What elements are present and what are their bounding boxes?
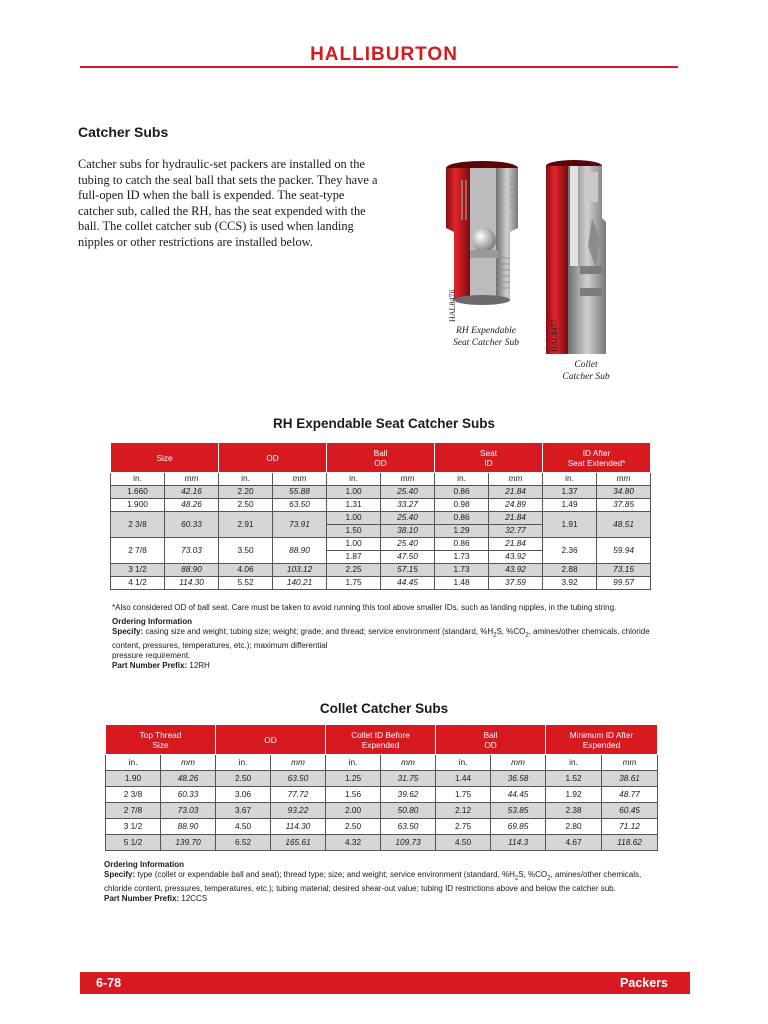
rh-footnote: *Also considered OD of ball seat. Care must be taken to avoid running this tool above smaller IDs, such as landing nipples, in the tubing string.	[112, 603, 617, 612]
table-cell: 1.31	[327, 499, 381, 512]
table-row	[111, 499, 651, 512]
rh-specify-text-2: S, %CO	[496, 627, 526, 636]
table-cell: 1.91	[543, 512, 597, 538]
unit-cell: in.	[327, 473, 381, 486]
table-cell: 48.77	[602, 787, 658, 803]
table-cell: 34.80	[597, 486, 651, 499]
rh-notes	[112, 603, 652, 671]
table-cell: 3 1/2	[111, 564, 165, 577]
table-cell: 73.03	[165, 538, 219, 564]
table-cell: 47.50	[381, 551, 435, 564]
unit-cell: mm	[491, 755, 546, 771]
table-cell: 77.72	[271, 787, 326, 803]
unit-cell: mm	[381, 755, 436, 771]
table-cell: 1.00	[327, 512, 381, 525]
table-cell: 0.86	[435, 486, 489, 499]
table-cell: 36.58	[491, 771, 546, 787]
ccs-specify-text-2: S, %CO	[518, 870, 548, 879]
table-cell: 114.30	[165, 577, 219, 590]
rh-header-seat-line2: ID	[484, 457, 493, 468]
table-row	[111, 486, 651, 499]
table-cell: 140.21	[273, 577, 327, 590]
rh-header-seat-line1: Seat	[480, 447, 498, 458]
ccs-header-od-text: OD	[264, 734, 277, 745]
unit-cell: mm	[489, 473, 543, 486]
rh-header-size-text: Size	[156, 452, 173, 463]
table-cell: 3.06	[216, 787, 271, 803]
table-cell: 1.73	[435, 551, 489, 564]
table-cell: 63.50	[271, 771, 326, 787]
table-cell: 4.06	[219, 564, 273, 577]
table-cell: 3.67	[216, 803, 271, 819]
table-cell: 2 7/8	[106, 803, 161, 819]
table-cell: 2.25	[327, 564, 381, 577]
table-cell: 99.57	[597, 577, 651, 590]
ccs-header-top-line1: Top Thread	[139, 729, 182, 740]
unit-cell: mm	[161, 755, 216, 771]
ccs-units-row	[106, 755, 658, 771]
collet-figure-caption	[548, 359, 624, 383]
rh-ordering-title: Ordering Information	[112, 617, 192, 626]
table-cell: 4.50	[436, 835, 491, 851]
table-cell: 69.85	[491, 819, 546, 835]
rh-header-od	[219, 443, 327, 473]
table-cell: 48.26	[165, 499, 219, 512]
unit-cell: in.	[435, 473, 489, 486]
table-row	[106, 803, 658, 819]
ccs-header-min-line1: Minimum ID After	[569, 729, 634, 740]
table-cell: 1.75	[327, 577, 381, 590]
unit-cell: in.	[219, 473, 273, 486]
rh-header-od-text: OD	[266, 452, 279, 463]
table-cell: 2.50	[216, 771, 271, 787]
table-cell: 2.38	[546, 803, 602, 819]
table-cell: 2.80	[546, 819, 602, 835]
rh-units-row	[111, 473, 651, 486]
rh-caption-line2: Seat Catcher Sub	[453, 338, 519, 348]
ccs-table-title: Collet Catcher Subs	[319, 701, 449, 716]
ccs-header-collet-line1: Collet ID Before	[351, 729, 410, 740]
table-cell: 0.98	[435, 499, 489, 512]
rh-figure-code: HAL8476	[448, 289, 457, 322]
unit-cell: in.	[543, 473, 597, 486]
table-cell: 21.84	[489, 512, 543, 525]
table-cell: 0.86	[435, 512, 489, 525]
collet-figure-code: HAL8477	[550, 319, 559, 352]
ccs-spec-table	[105, 724, 658, 851]
unit-cell: in.	[546, 755, 602, 771]
table-cell: 1.49	[543, 499, 597, 512]
page-number: 6-78	[96, 976, 122, 990]
rh-prefix-value: 12RH	[189, 660, 210, 670]
table-cell: 53.85	[491, 803, 546, 819]
rh-specify: Specify: casing size and weight; tubing size; weight; grade; and thread; service environment (standard, $\%H_2S$, $\%CO_2$, amines/other chemicals, chloride content, pressures, temperatures, etc.); maximum differential	[112, 627, 650, 650]
table-cell: 63.50	[381, 819, 436, 835]
ccs-specify-text-3: , amines/other chemicals, chloride content, pressures, temperatures, etc.); tubing material; desired shear-out value; tubing ID restrictions above and below the catcher sub.	[104, 870, 642, 893]
table-cell: 1.90	[106, 771, 161, 787]
ccs-header-top-thread	[106, 725, 216, 755]
table-cell: 1.56	[326, 787, 381, 803]
collet-caption-line1: Collet	[574, 360, 598, 370]
ccs-specify-text-1: type (collet or expendable ball and seat); thread type; size; and weight; service environment (standard, %H	[137, 870, 515, 879]
table-cell: 3.92	[543, 577, 597, 590]
table-cell: 165.61	[271, 835, 326, 851]
table-cell: 1.660	[111, 486, 165, 499]
table-cell: 33.27	[381, 499, 435, 512]
ccs-header-top-line2: Size	[152, 739, 169, 750]
table-cell: 3.50	[219, 538, 273, 564]
table-cell: 31.75	[381, 771, 436, 787]
ccs-header-od	[216, 725, 326, 755]
table-row	[106, 787, 658, 803]
ccs-specify-label: Specify:	[104, 870, 136, 879]
table-cell: 2 3/8	[106, 787, 161, 803]
table-cell: 1.52	[546, 771, 602, 787]
unit-cell: in.	[216, 755, 271, 771]
table-cell: 1.73	[435, 564, 489, 577]
rh-specify-cont: pressure requirement.	[112, 650, 191, 660]
table-cell: 44.45	[381, 577, 435, 590]
table-cell: 43.92	[489, 551, 543, 564]
rh-caption-line1: RH Expendable	[456, 326, 516, 336]
table-cell: 50.80	[381, 803, 436, 819]
rh-specify-text-1: casing size and weight; tubing size; weight; grade; and thread; service environment (standard, %H	[145, 627, 494, 636]
table-cell: 43.92	[489, 564, 543, 577]
rh-header-id-after	[543, 443, 651, 473]
table-cell: 93.22	[271, 803, 326, 819]
table-cell: 2.12	[436, 803, 491, 819]
table-cell: 73.15	[597, 564, 651, 577]
rh-header-ball-line1: Ball	[373, 447, 388, 458]
table-row	[106, 771, 658, 787]
table-cell: 55.88	[273, 486, 327, 499]
table-cell: 2.88	[543, 564, 597, 577]
ccs-prefix-value: 12CCS	[181, 893, 208, 903]
intro-paragraph: Catcher subs for hydraulic-set packers are installed on the tubing to catch the seal ball that sets the packer. They have a full-open ID when the ball is expended. The seat-type catcher sub, called the RH, has the seat expended with the ball. The collet catcher sub (CCS) is used when landing nipples or other restrictions are installed below.	[78, 157, 378, 249]
table-cell: 139.70	[161, 835, 216, 851]
table-cell: 1.29	[435, 525, 489, 538]
table-cell: 1.37	[543, 486, 597, 499]
table-cell: 38.61	[602, 771, 658, 787]
rh-header-after-line2: Seat Extended*	[567, 457, 626, 468]
table-cell: 25.40	[381, 486, 435, 499]
header-rule	[80, 66, 678, 68]
table-cell: 57.15	[381, 564, 435, 577]
ccs-header-ball	[436, 725, 546, 755]
table-cell: 2.36	[543, 538, 597, 564]
table-cell: 73.91	[273, 512, 327, 538]
table-cell: 103.12	[273, 564, 327, 577]
table-cell: 114.3	[491, 835, 546, 851]
table-cell: 2 3/8	[111, 512, 165, 538]
table-cell: 109.73	[381, 835, 436, 851]
ccs-header-ball-line1: Ball	[483, 729, 498, 740]
table-cell: 1.48	[435, 577, 489, 590]
rh-header-seat-id	[435, 443, 543, 473]
footer-bar	[80, 972, 690, 994]
table-cell: 114.30	[271, 819, 326, 835]
table-cell: 4.32	[326, 835, 381, 851]
unit-cell: in.	[106, 755, 161, 771]
table-cell: 32.77	[489, 525, 543, 538]
unit-cell: mm	[271, 755, 326, 771]
table-cell: 38.10	[381, 525, 435, 538]
table-cell: 2.00	[326, 803, 381, 819]
table-cell: 6.52	[216, 835, 271, 851]
table-cell: 37.85	[597, 499, 651, 512]
table-row	[106, 835, 658, 851]
rh-prefix-label: Part Number Prefix:	[112, 660, 188, 670]
table-cell: 1.75	[436, 787, 491, 803]
brand-logo-text: HALLIBURTON	[310, 44, 458, 65]
table-cell: 2.91	[219, 512, 273, 538]
ccs-ordering-title: Ordering Information	[104, 860, 184, 869]
table-cell: 3 1/2	[106, 819, 161, 835]
table-cell: 4.50	[216, 819, 271, 835]
table-cell: 37.59	[489, 577, 543, 590]
table-cell: 25.40	[381, 538, 435, 551]
ccs-header-ball-line2: OD	[484, 739, 497, 750]
unit-cell: mm	[597, 473, 651, 486]
table-cell: 2.50	[219, 499, 273, 512]
unit-cell: in.	[436, 755, 491, 771]
table-cell: 5 1/2	[106, 835, 161, 851]
unit-cell: in.	[326, 755, 381, 771]
table-cell: 1.92	[546, 787, 602, 803]
table-cell: 2.20	[219, 486, 273, 499]
table-cell: 48.51	[597, 512, 651, 538]
rh-header-after-line1: ID After	[582, 447, 611, 458]
table-cell: 42.16	[165, 486, 219, 499]
table-row	[111, 538, 651, 551]
table-cell: 1.50	[327, 525, 381, 538]
unit-cell: in.	[111, 473, 165, 486]
ccs-header-min-line2: Expended	[582, 739, 621, 750]
rh-figure-caption	[440, 325, 532, 349]
table-cell: 1.87	[327, 551, 381, 564]
unit-cell: mm	[273, 473, 327, 486]
table-cell: 2 7/8	[111, 538, 165, 564]
table-row	[111, 577, 651, 590]
table-row	[111, 512, 651, 525]
ccs-header-min-id	[546, 725, 658, 755]
table-cell: 1.00	[327, 538, 381, 551]
unit-cell: mm	[381, 473, 435, 486]
table-cell: 21.84	[489, 486, 543, 499]
table-cell: 60.33	[165, 512, 219, 538]
ccs-notes	[104, 860, 660, 904]
table-cell: 60.33	[161, 787, 216, 803]
rh-header-ball-line2: OD	[374, 457, 387, 468]
table-cell: 118.62	[602, 835, 658, 851]
footer-section-name: Packers	[620, 976, 668, 990]
table-cell: 59.94	[597, 538, 651, 564]
table-cell: 4.67	[546, 835, 602, 851]
ccs-prefix-label: Part Number Prefix:	[104, 893, 180, 903]
table-cell: 44.45	[491, 787, 546, 803]
table-cell: 5.52	[219, 577, 273, 590]
table-cell: 1.44	[436, 771, 491, 787]
table-cell: 2.75	[436, 819, 491, 835]
table-cell: 39.62	[381, 787, 436, 803]
table-cell: 63.50	[273, 499, 327, 512]
table-cell: 48.26	[161, 771, 216, 787]
table-cell: 71.12	[602, 819, 658, 835]
table-cell: 0.86	[435, 538, 489, 551]
table-cell: 1.25	[326, 771, 381, 787]
rh-spec-table	[110, 442, 651, 590]
rh-specify-label: Specify:	[112, 627, 144, 636]
table-cell: 88.90	[161, 819, 216, 835]
table-cell: 24.89	[489, 499, 543, 512]
ccs-specify: Specify: type (collet or expendable ball and seat); thread type; size; and weight; service environment (standard, $\%H_2S$, $\%CO_2$, amines/other chemicals, chloride content, pressures, temperatures, etc.); tubing material; desired shear-out value; tubing ID restrictions above and below the catcher sub.	[104, 870, 642, 893]
table-cell: 88.90	[165, 564, 219, 577]
table-cell: 25.40	[381, 512, 435, 525]
unit-cell: mm	[165, 473, 219, 486]
table-row	[111, 564, 651, 577]
section-title: Catcher Subs	[78, 124, 169, 140]
rh-table-title: RH Expendable Seat Catcher Subs	[272, 416, 496, 431]
collet-caption-line2: Catcher Sub	[562, 372, 610, 382]
table-cell: 21.84	[489, 538, 543, 551]
table-cell: 2.50	[326, 819, 381, 835]
rh-catcher-sub-illustration	[440, 158, 530, 308]
table-row	[106, 819, 658, 835]
table-cell: 4 1/2	[111, 577, 165, 590]
rh-specify-text-3: , amines/other chemicals, chloride content, pressures, temperatures, etc.); maximum differential	[112, 627, 650, 650]
unit-cell: mm	[602, 755, 658, 771]
table-cell: 73.03	[161, 803, 216, 819]
rh-header-size	[111, 443, 219, 473]
table-cell: 88.90	[273, 538, 327, 564]
ccs-header-collet-line2: Expended	[361, 739, 400, 750]
table-cell: 1.00	[327, 486, 381, 499]
table-cell: 1.900	[111, 499, 165, 512]
rh-header-ball-od	[327, 443, 435, 473]
ccs-header-collet	[326, 725, 436, 755]
table-cell: 60.45	[602, 803, 658, 819]
